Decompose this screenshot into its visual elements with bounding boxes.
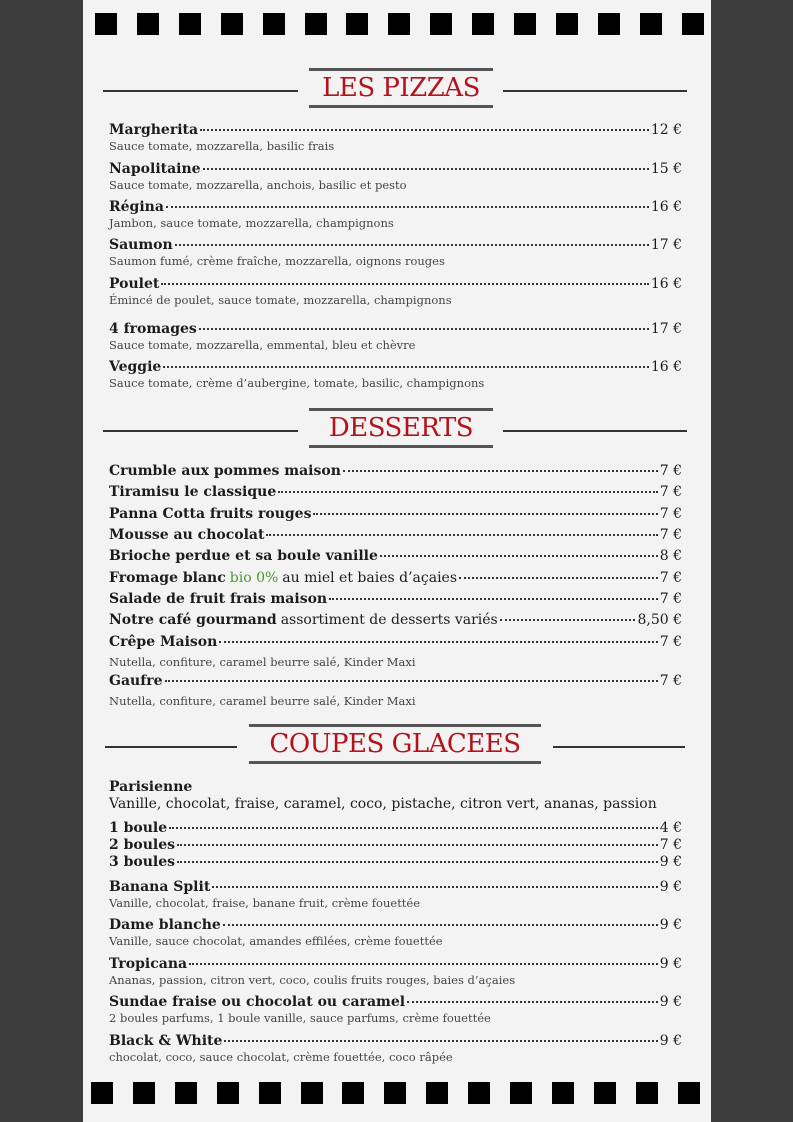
item-description: Émincé de poulet, sauce tomate, mozzarella, champignons <box>109 293 452 307</box>
item-description: Jambon, sauce tomate, mozzarella, champignons <box>109 216 394 230</box>
item-description: Sauce tomate, crème d’aubergine, tomate, basilic, champignons <box>109 376 485 390</box>
border-square <box>346 13 368 35</box>
item-price: 7 € <box>659 570 682 586</box>
pizza-item <box>109 198 682 231</box>
section-title-coupes <box>83 724 711 768</box>
item-price: 9 € <box>659 854 682 870</box>
item-description: Sauce tomate, mozzarella, basilic frais <box>109 139 335 153</box>
item-description: Ananas, passion, citron vert, coco, coulis fruits rouges, baies d’açaies <box>109 973 516 987</box>
item-name: Tiramisu le classique <box>109 484 277 500</box>
item-name: Saumon <box>109 237 173 253</box>
item-price: 15 € <box>650 161 682 177</box>
border-square <box>342 1082 364 1104</box>
border-square <box>301 1082 323 1104</box>
coupe-item <box>109 916 682 949</box>
item-name: Brioche perdue et sa boule vanille <box>109 548 378 564</box>
border-square <box>95 13 117 35</box>
coupe-item <box>109 993 682 1026</box>
item-name: Sundae fraise ou chocolat ou caramel <box>109 994 406 1010</box>
coupe-item <box>109 878 682 911</box>
item-description: Saumon fumé, crème fraîche, mozzarella, oignons rouges <box>109 254 445 268</box>
coupe-item <box>109 1032 682 1065</box>
item-name: Notre café gourmand <box>109 612 277 628</box>
dessert-item <box>109 526 682 544</box>
item-name: Margherita <box>109 122 199 138</box>
item-price: 8,50 € <box>637 612 682 628</box>
item-price: 9 € <box>659 956 682 972</box>
dessert-item <box>109 483 682 501</box>
item-name: Panna Cotta fruits rouges <box>109 506 312 522</box>
item-name: 2 boules <box>109 837 176 853</box>
item-description: Nutella, confiture, caramel beurre salé, Kinder Maxi <box>109 694 416 708</box>
item-price: 17 € <box>650 321 682 337</box>
item-price: 7 € <box>659 484 682 500</box>
dessert-item <box>109 633 682 670</box>
dessert-item <box>109 462 682 480</box>
pizza-item <box>109 358 682 391</box>
border-square <box>682 13 704 35</box>
border-square <box>552 1082 574 1104</box>
boule-item <box>109 819 682 837</box>
border-square <box>514 13 536 35</box>
section-title-desserts <box>83 408 711 452</box>
item-price: 7 € <box>659 634 682 650</box>
dessert-item <box>109 505 682 523</box>
item-price: 9 € <box>659 994 682 1010</box>
border-square <box>640 13 662 35</box>
dessert-item <box>109 547 682 565</box>
pizza-item <box>109 236 682 269</box>
border-square <box>179 13 201 35</box>
item-price: 7 € <box>659 673 682 689</box>
border-square <box>510 1082 532 1104</box>
border-square <box>137 13 159 35</box>
border-square <box>221 13 243 35</box>
item-price: 16 € <box>650 199 682 215</box>
boule-item <box>109 836 682 854</box>
pizza-item <box>109 160 682 193</box>
parisienne-name: Parisienne <box>109 779 193 795</box>
border-square <box>133 1082 155 1104</box>
item-price: 16 € <box>650 359 682 375</box>
item-price: 7 € <box>659 527 682 543</box>
item-name: Napolitaine <box>109 161 201 177</box>
border-square <box>430 13 452 35</box>
item-price: 7 € <box>659 591 682 607</box>
item-name: Fromage blanc <box>109 570 226 586</box>
border-square <box>472 13 494 35</box>
pizzas-heading: LES PIZZAS <box>309 68 493 108</box>
pizza-item <box>109 121 682 154</box>
pizza-item <box>109 275 682 308</box>
dessert-item <box>109 611 682 629</box>
item-price: 9 € <box>659 1033 682 1049</box>
border-square <box>594 1082 616 1104</box>
item-description: Sauce tomate, mozzarella, emmental, bleu et chèvre <box>109 338 416 352</box>
parisienne-flavors: Vanille, chocolat, fraise, caramel, coco, pistache, citron vert, ananas, passion <box>109 796 657 812</box>
item-price: 4 € <box>659 820 682 836</box>
item-price: 7 € <box>659 837 682 853</box>
item-name: 3 boules <box>109 854 176 870</box>
item-description: chocolat, coco, sauce chocolat, crème fouettée, coco râpée <box>109 1050 453 1064</box>
item-price: 9 € <box>659 917 682 933</box>
boule-item <box>109 853 682 871</box>
bottom-square-border <box>83 1082 711 1106</box>
item-name: Mousse au chocolat <box>109 527 265 543</box>
item-description: Vanille, chocolat, fraise, banane fruit, crème fouettée <box>109 896 421 910</box>
border-square <box>175 1082 197 1104</box>
border-square <box>636 1082 658 1104</box>
item-price: 7 € <box>659 506 682 522</box>
item-price: 12 € <box>650 122 682 138</box>
item-name: Poulet <box>109 276 160 292</box>
menu-page <box>83 0 711 1122</box>
pizza-item <box>109 320 682 353</box>
item-price: 7 € <box>659 463 682 479</box>
border-square <box>678 1082 700 1104</box>
item-price: 17 € <box>650 237 682 253</box>
item-name: Black & White <box>109 1033 223 1049</box>
dessert-item <box>109 672 682 709</box>
dessert-item <box>109 569 682 587</box>
desserts-heading: DESSERTS <box>309 408 493 448</box>
item-name: Veggie <box>109 359 162 375</box>
border-square <box>217 1082 239 1104</box>
item-description: 2 boules parfums, 1 boule vanille, sauce parfums, crème fouettée <box>109 1011 491 1025</box>
item-name: Gaufre <box>109 673 163 689</box>
item-name: 4 fromages <box>109 321 197 337</box>
item-description: Vanille, sauce chocolat, amandes effilées, crème fouettée <box>109 934 443 948</box>
item-description: Sauce tomate, mozzarella, anchois, basilic et pesto <box>109 178 407 192</box>
item-name: Tropicana <box>109 956 188 972</box>
item-name: Régina <box>109 199 164 215</box>
coupe-item <box>109 955 682 988</box>
border-square <box>263 13 285 35</box>
dessert-item <box>109 590 682 608</box>
border-square <box>259 1082 281 1104</box>
bio-label: bio 0% <box>229 570 279 586</box>
border-square <box>426 1082 448 1104</box>
border-square <box>91 1082 113 1104</box>
item-name: Dame blanche <box>109 917 221 933</box>
item-price: 16 € <box>650 276 682 292</box>
item-price: 9 € <box>659 879 682 895</box>
item-extra: assortiment de desserts variés <box>280 612 498 628</box>
item-name: Crêpe Maison <box>109 634 218 650</box>
item-price: 8 € <box>659 548 682 564</box>
top-square-border <box>83 13 711 37</box>
item-description: Nutella, confiture, caramel beurre salé, Kinder Maxi <box>109 655 416 669</box>
coupes-heading: COUPES GLACEES <box>249 724 541 764</box>
border-square <box>598 13 620 35</box>
item-name: Banana Split <box>109 879 211 895</box>
section-title-pizzas <box>83 68 711 112</box>
border-square <box>305 13 327 35</box>
border-square <box>388 13 410 35</box>
item-name: Salade de fruit frais maison <box>109 591 328 607</box>
border-square <box>384 1082 406 1104</box>
item-name: Crumble aux pommes maison <box>109 463 341 479</box>
item-name: 1 boule <box>109 820 168 836</box>
border-square <box>556 13 578 35</box>
border-square <box>468 1082 490 1104</box>
item-extra: au miel et baies d’açaies <box>282 570 458 586</box>
